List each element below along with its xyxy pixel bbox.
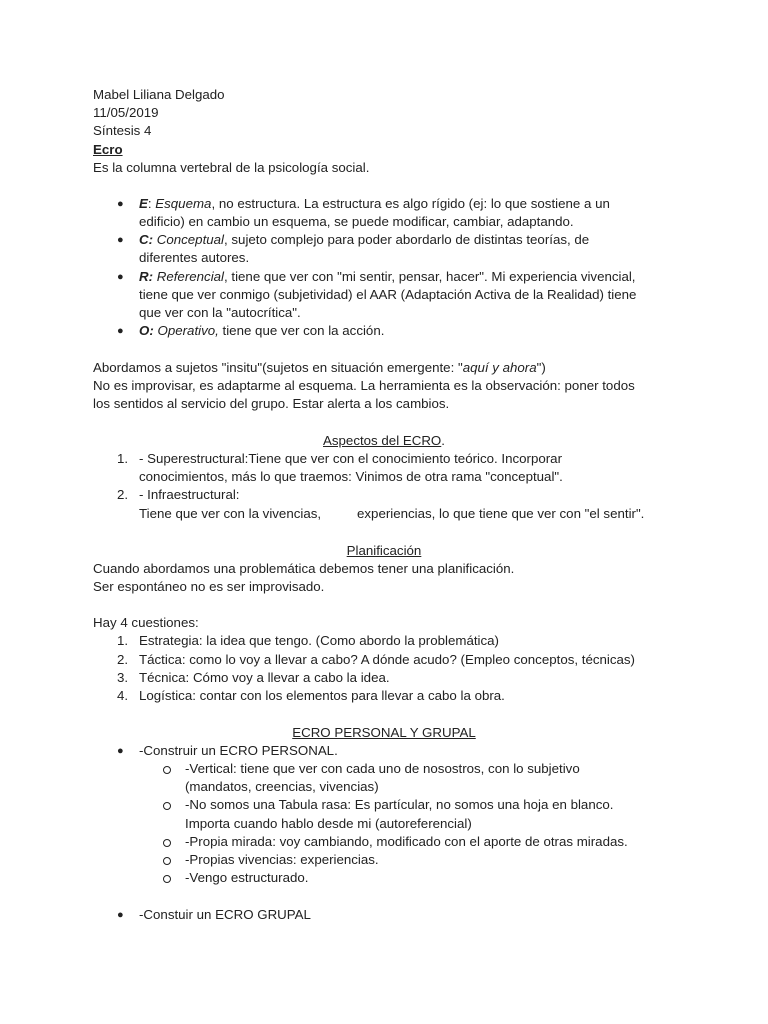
ecro-grupal-item: -Constuir un ECRO GRUPAL <box>139 907 311 922</box>
ecro-item-e: E: Esquema, no estructura. La estructura es algo rígido (ej: lo que sostiene a un <box>139 196 610 211</box>
personal-sub-item: -Vertical: tiene que ver con cada uno de nosostros, con lo subjetivo <box>185 761 580 776</box>
planificacion-line: Cuando abordamos una problemática debemos tener una planificación. <box>93 561 515 576</box>
planificacion-line: Ser espontáneo no es ser improvisado. <box>93 579 325 594</box>
bullet-icon: ● <box>117 271 124 283</box>
bullet-icon: ● <box>117 325 124 337</box>
list-number: 2. <box>117 652 129 667</box>
cuestion-item: Logística: contar con los elementos para llevar a cabo la obra. <box>139 688 505 703</box>
document-title: Síntesis 4 <box>93 123 152 138</box>
hollow-bullet-icon <box>163 875 171 883</box>
bullet-icon: ● <box>117 234 124 246</box>
insitu-line: No es improvisar, es adaptarme al esquema. La herramienta es la observación: poner todos <box>93 378 635 393</box>
ecro-item-c-cont: diferentes autores. <box>139 250 250 265</box>
ecro-item-o: O: Operativo, tiene que ver con la acción. <box>139 323 385 338</box>
personal-sub-item: -No somos una Tabula rasa: Es partícular, no somos una hoja en blanco. <box>185 797 614 812</box>
hollow-bullet-icon <box>163 839 171 847</box>
list-number: 2. <box>117 487 129 502</box>
ecro-item-r-cont: que ver con la "autocrítica". <box>139 305 301 320</box>
bullet-icon: ● <box>117 909 124 921</box>
aspecto-item: - Infraestructural: <box>139 487 240 502</box>
personal-sub-item: -Propias vivencias: experiencias. <box>185 852 379 867</box>
aspectos-heading: Aspectos del ECRO. <box>323 433 445 448</box>
author-name: Mabel Liliana Delgado <box>93 87 225 102</box>
hollow-bullet-icon <box>163 766 171 774</box>
aspecto-item-cont: Tiene que ver con la vivencias, <box>139 506 322 521</box>
aspecto-item: - Superestructural:Tiene que ver con el conocimiento teórico. Incorporar <box>139 451 563 466</box>
cuestion-item: Técnica: Cómo voy a llevar a cabo la idea. <box>139 670 390 685</box>
personal-sub-item-cont: (mandatos, creencias, vivencias) <box>185 779 379 794</box>
cuestiones-intro: Hay 4 cuestiones: <box>93 615 199 630</box>
insitu-line: los sentidos al servicio del grupo. Estar alerta a los cambios. <box>93 396 450 411</box>
bullet-icon: ● <box>117 745 124 757</box>
document-date: 11/05/2019 <box>93 105 159 120</box>
ecro-heading: Ecro <box>93 142 123 157</box>
list-number: 3. <box>117 670 129 685</box>
list-number: 4. <box>117 688 129 703</box>
cuestion-item: Táctica: como lo voy a llevar a cabo? A dónde acudo? (Empleo conceptos, técnicas) <box>139 652 635 667</box>
ecro-item-r-cont: tiene que ver conmigo (subjetividad) el AAR (Adaptación Activa de la Realidad) tiene <box>139 287 637 302</box>
aspecto-item-cont: conocimientos, más lo que traemos: Vinimos de otra rama "conceptual". <box>139 469 563 484</box>
ecro-item-e-cont: edificio) en cambio un esquema, se puede modificar, cambiar, adaptando. <box>139 214 574 229</box>
list-number: 1. <box>117 633 129 648</box>
personal-sub-item: -Vengo estructurado. <box>185 870 309 885</box>
ecro-item-c: C: Conceptual, sujeto complejo para poder abordarlo de distintas teorías, de <box>139 232 590 247</box>
ecro-item-r: R: Referencial, tiene que ver con "mi sentir, pensar, hacer". Mi experiencia vivencial, <box>139 269 636 284</box>
personal-sub-item: -Propia mirada: voy cambiando, modificado con el aporte de otras miradas. <box>185 834 628 849</box>
aspecto-item-cont: experiencias, lo que tiene que ver con "el sentir". <box>357 506 645 521</box>
ecro-intro: Es la columna vertebral de la psicología social. <box>93 160 370 175</box>
cuestion-item: Estrategia: la idea que tengo. (Como abordo la problemática) <box>139 633 499 648</box>
hollow-bullet-icon <box>163 857 171 865</box>
ecro-personal-item: -Construir un ECRO PERSONAL. <box>139 743 338 758</box>
personal-grupal-heading: ECRO PERSONAL Y GRUPAL <box>292 725 476 740</box>
planificacion-heading: Planificación <box>346 543 422 558</box>
personal-sub-item-cont: Importa cuando hablo desde mi (autoreferencial) <box>185 816 472 831</box>
bullet-icon: ● <box>117 198 124 210</box>
hollow-bullet-icon <box>163 802 171 810</box>
list-number: 1. <box>117 451 129 466</box>
insitu-line: Abordamos a sujetos "insitu"(sujetos en situación emergente: "aquí y ahora") <box>93 360 546 375</box>
